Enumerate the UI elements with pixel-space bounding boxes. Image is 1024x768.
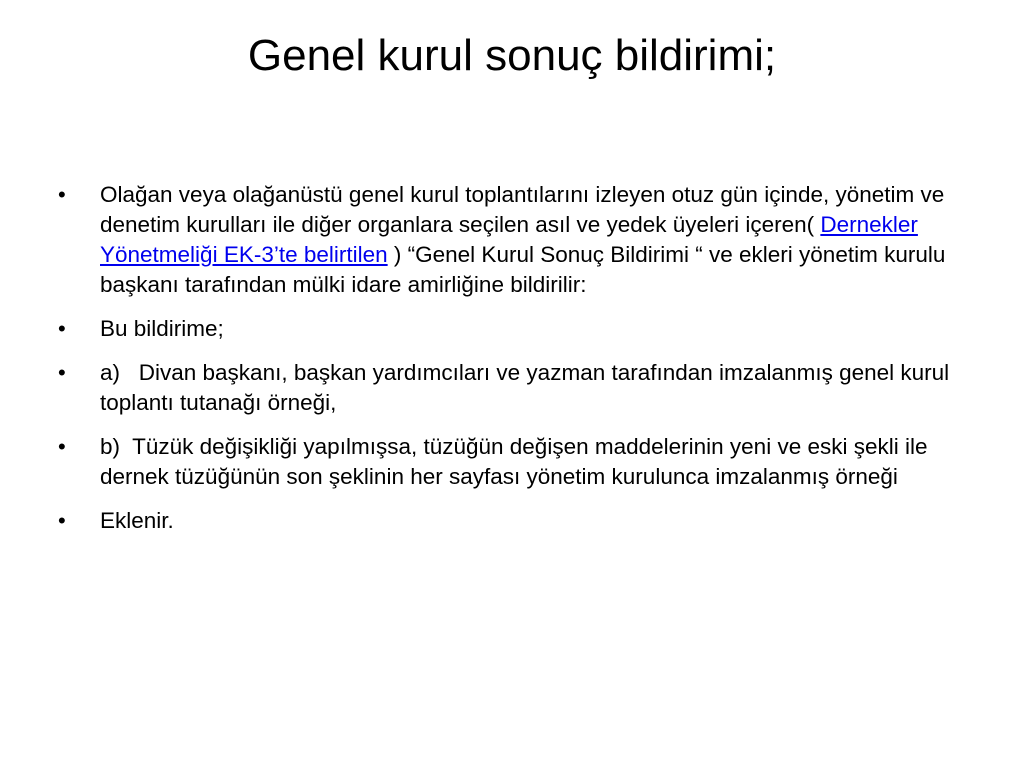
bullet-text: Eklenir. (100, 508, 174, 533)
bullet-text: b) Tüzük değişikliği yapılmışsa, tüzüğün değişen maddelerinin yeni ve eski şekli ile dernek tüzüğünün son şeklinin her sayfası yönetim kurulunca imzalanmış örneği (100, 434, 934, 489)
bullet-text: Bu bildirime; (100, 316, 224, 341)
slide-title: Genel kurul sonuç bildirimi; (247, 31, 777, 80)
bullet-item (58, 506, 958, 536)
bullet-icon: • (58, 360, 66, 385)
bullet-icon: • (58, 434, 66, 459)
bullet-item (58, 358, 958, 418)
bullet-item (58, 180, 958, 300)
regulation-link[interactable]: Dernekler Yönetmeliği EK-3’te belirtilen (100, 212, 918, 267)
bullet-item (58, 432, 958, 492)
bullet-text: a) Divan başkanı, başkan yardımcıları ve yazman tarafından imzalanmış genel kurul toplantı tutanağı örneği, (100, 360, 956, 415)
bullet-item (58, 314, 958, 344)
bullet-icon: • (58, 316, 66, 341)
bullet-icon: • (58, 182, 66, 207)
bullet-text (100, 180, 958, 300)
bullet-icon: • (58, 508, 66, 533)
bullet-text-part: ) “Genel Kurul Sonuç Bildirimi “ ve ekleri yönetim kurulu başkanı tarafından mülki idare amirliğine bildirilir: (100, 242, 946, 297)
bullet-text-part: Olağan veya olağanüstü genel kurul toplantılarını izleyen otuz gün içinde, yönetim ve denetim kurulları ile diğer organlara seçilen asıl ve yedek üyeleri içeren( (100, 182, 945, 237)
bullet-list (58, 180, 958, 550)
